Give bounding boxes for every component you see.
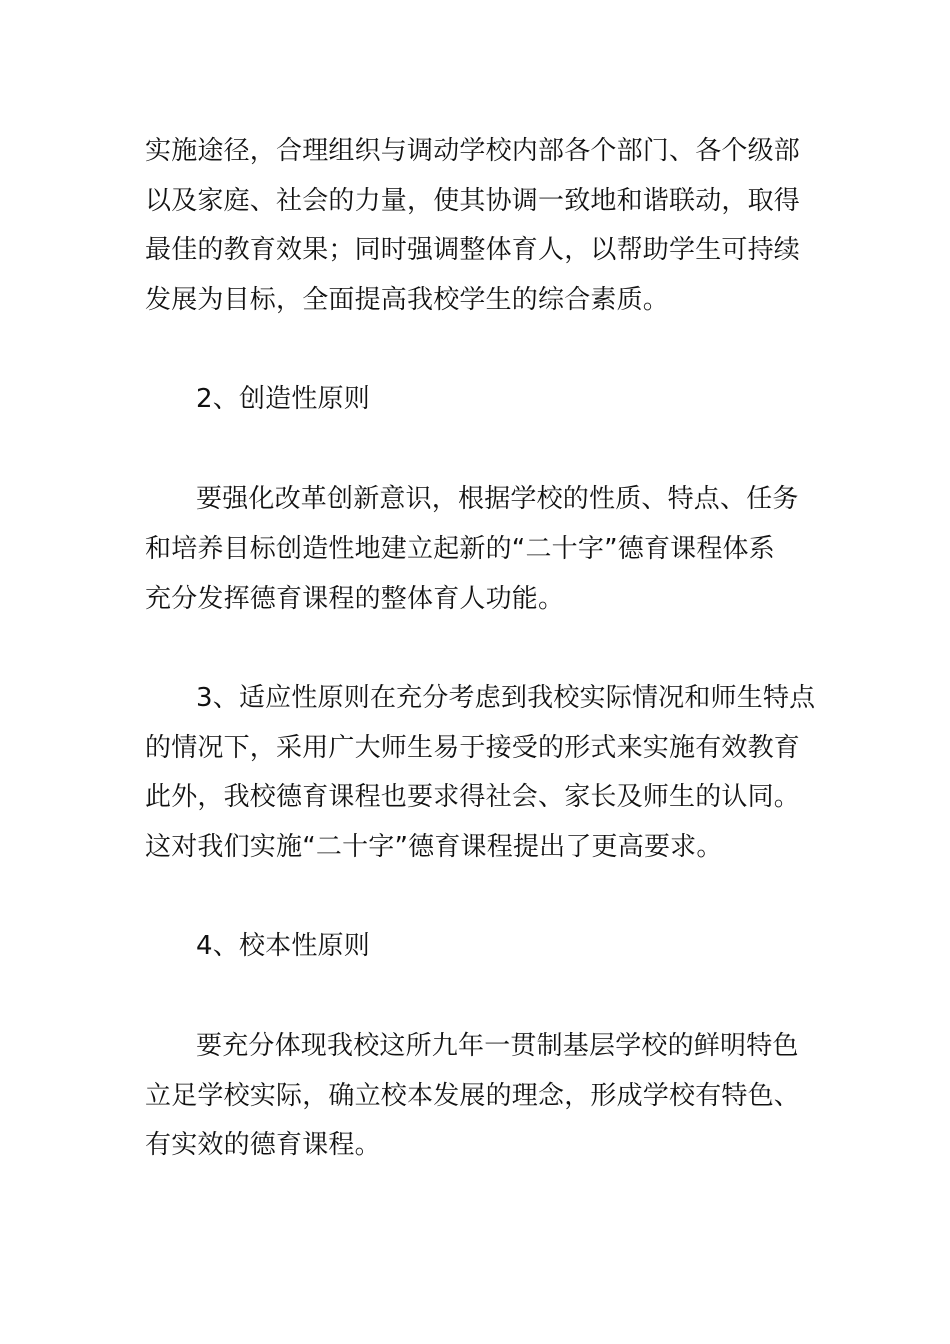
paragraph-4-line-3: 有实效的德育课程。: [145, 1130, 381, 1160]
paragraph-1-line-1: 实施途径，合理组织与调动学校内部各个部门、各个级部: [145, 136, 801, 166]
paragraph-1-line-2: 以及家庭、社会的力量，使其协调一致地和谐联动，取得: [145, 186, 801, 216]
paragraph-4-line-2: 立足学校实际，确立校本发展的理念，形成学校有特色、: [145, 1081, 801, 1111]
paragraph-4-line-1: 要充分体现我校这所九年一贯制基层学校的鲜明特色: [196, 1031, 799, 1061]
section-heading-2: 2、创造性原则: [196, 384, 370, 414]
paragraph-3-line-3: 此外，我校德育课程也要求得社会、家长及师生的认同。: [145, 782, 801, 812]
paragraph-3-line-4: 这对我们实施“二十字”德育课程提出了更高要求。: [145, 832, 723, 862]
section-heading-4: 4、校本性原则: [196, 931, 370, 961]
paragraph-3-line-2: 的情况下，采用广大师生易于接受的形式来实施有效教育: [145, 733, 801, 763]
paragraph-2-line-3: 充分发挥德育课程的整体育人功能。: [145, 584, 565, 614]
paragraph-2-line-1: 要强化改革创新意识，根据学校的性质、特点、任务: [196, 484, 799, 514]
paragraph-1-line-4: 发展为目标，全面提高我校学生的综合素质。: [145, 285, 670, 315]
paragraph-3-line-1: 3、适应性原则在充分考虑到我校实际情况和师生特点: [196, 683, 816, 713]
paragraph-1-line-3: 最佳的教育效果；同时强调整体育人，以帮助学生可持续: [145, 235, 801, 265]
paragraph-2-line-2: 和培养目标创造性地建立起新的“二十字”德育课程体系: [145, 534, 775, 564]
